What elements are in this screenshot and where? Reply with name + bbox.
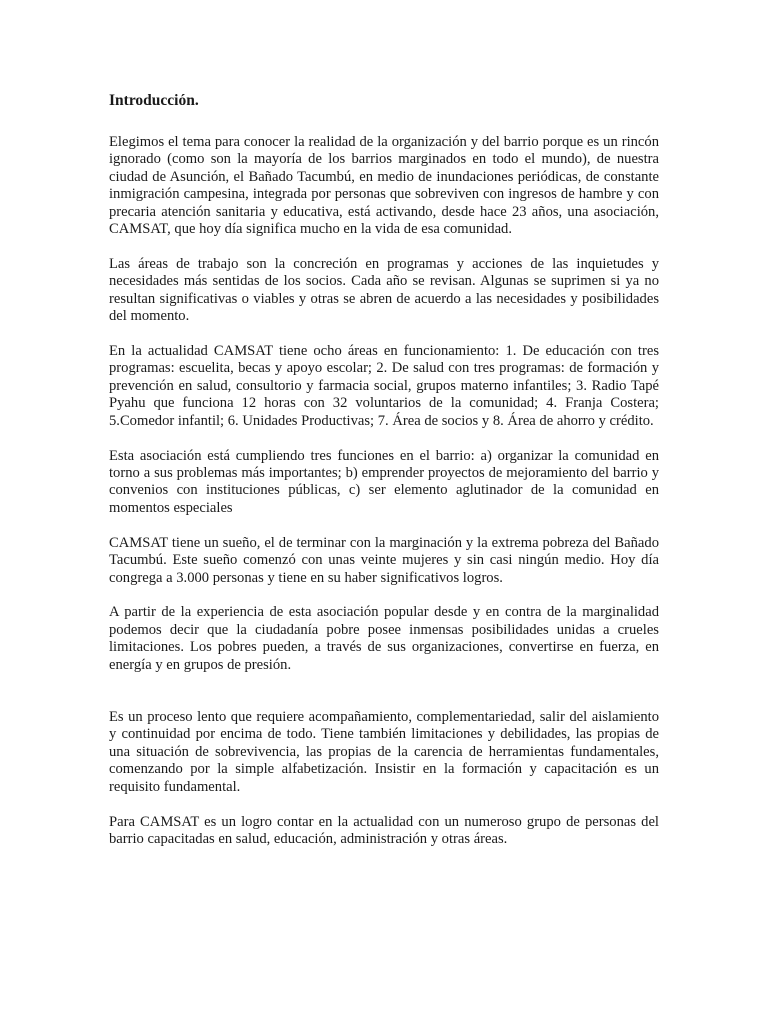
paragraph-7: Es un proceso lento que requiere acompañamiento, complementariedad, salir del aislamiento y continuidad por encima de todo. Tiene también limitaciones y debilidades, las propias de una situación de sobrevivencia, las propias de la carencia de herramientas fundamentales, comenzando por la simple alfabetización. Insistir en la formación y capacitación es un requisito fundamental. bbox=[109, 709, 659, 795]
paragraph-5: CAMSAT tiene un sueño, el de terminar con la marginación y la extrema pobreza del Bañado Tacumbú. Este sueño comenzó con unas veinte mujeres y sin casi ningún medio. Hoy día congrega a 3.000 personas y tiene en su haber significativos logros. bbox=[109, 534, 659, 586]
paragraph-1: Elegimos el tema para conocer la realidad de la organización y del barrio porque es un rincón ignorado (como son la mayoría de los barrios marginados en todo el mundo), de nuestra ciudad de Asunción, el Bañado Tacumbú, en medio de inundaciones periódicas, de constante inmigración campesina, integrada por personas que sobreviven con ingresos de hambre y con precaria atención sanitaria y educativa, está activando, desde hace 23 años, una asociación, CAMSAT, que hoy día significa mucho en la vida de esa comunidad. bbox=[109, 134, 659, 238]
document-title: Introducción. bbox=[109, 92, 199, 109]
document-page bbox=[109, 92, 659, 866]
paragraph-3: En la actualidad CAMSAT tiene ocho áreas en funcionamiento: 1. De educación con tres programas: escuelita, becas y apoyo escolar; 2. De salud con tres programas: de formación y prevención en salud, consultorio y farmacia social, grupos materno infantiles; 3. Radio Tapé Pyahu que funciona 12 horas con 32 voluntarios de la comunidad; 4. Franja Costera; 5.Comedor infantil; 6. Unidades Productivas; 7. Área de socios y 8. Área de ahorro y crédito. bbox=[109, 343, 659, 429]
paragraph-6: A partir de la experiencia de esta asociación popular desde y en contra de la marginalidad podemos decir que la ciudadanía pobre posee inmensas posibilidades unidas a crueles limitaciones. Los pobres pueden, a través de sus organizaciones, convertirse en fuerza, en energía y en grupos de presión. bbox=[109, 604, 659, 673]
paragraph-4: Esta asociación está cumpliendo tres funciones en el barrio: a) organizar la comunidad en torno a sus problemas más importantes; b) emprender proyectos de mejoramiento del barrio y convenios con instituciones públicas, c) ser elemento aglutinador de la comunidad en momentos especiales bbox=[109, 447, 659, 516]
paragraph-8: Para CAMSAT es un logro contar en la actualidad con un numeroso grupo de personas del barrio capacitadas en salud, educación, administración y otras áreas. bbox=[109, 813, 659, 847]
paragraph-2: Las áreas de trabajo son la concreción en programas y acciones de las inquietudes y necesidades más sentidas de los socios. Cada año se revisan. Algunas se suprimen si ya no resultan significativas o viables y otras se abren de acuerdo a las necesidades y posibilidades del momento. bbox=[109, 255, 659, 325]
